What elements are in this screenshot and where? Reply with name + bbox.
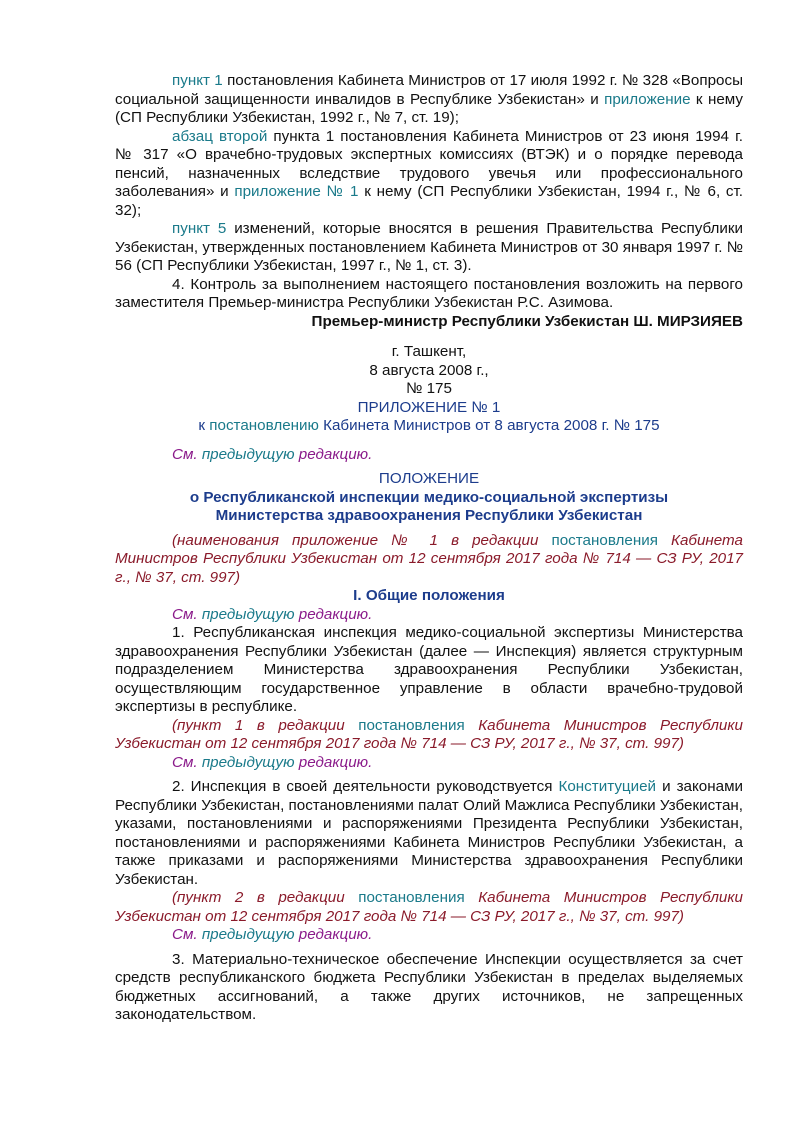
paragraph-2: 2. Инспекция в своей деятельности руководствуется Конституцией и законами Республики Узбекистан, постановлениями палат Олий Мажлиса Республики Узбекистан, указами, постановлениями и распоряжениями Президента Республики Узбекистан, постановлениями и распоряжениями Кабинета Министров Республики Узбекистан, а также приказами и распоряжениями Министерства здравоохранения Республики Узбекистан. <box>115 778 744 888</box>
paragraph-3: 3. Материально-техническое обеспечение Инспекции осуществляется за счет средств республиканского бюджета Республики Узбекистан в пределах выделяемых бюджетных ассигнований, а также других источников, не запрещенных законодательством. <box>115 950 743 1023</box>
edition-note-p2: (пункт 2 в редакции постановления Кабинета Министров Республики Узбекистан от 12 сентября 2017 года № 714 — СЗ РУ, 2017 г., № 37, ст. 997) <box>115 889 743 925</box>
appendix-title: ПРИЛОЖЕНИЕ № 1 <box>357 398 501 416</box>
link-abzac-vtoroi[interactable]: абзац второй <box>172 127 268 145</box>
link-previous-edition[interactable]: предыдущую <box>201 605 295 623</box>
link-punkt-5[interactable]: пункт 5 <box>172 220 227 237</box>
link-prilozhenie-1[interactable]: приложение № 1 <box>234 183 359 200</box>
edition-note-p1: (пункт 1 в редакции постановления Кабинета Министров Республики Узбекистан от 12 сентября 2017 года № 714 — СЗ РУ, 2017 г., № 37, ст. 997) <box>115 716 743 752</box>
document-subtitle-2: Министерства здравоохранения Республики Узбекистан <box>215 507 643 524</box>
link-postanovleniya-p1[interactable]: постановления <box>358 716 465 734</box>
edition-note-title: (наименования приложение № 1 в редакции постановления Кабинета Министров Республики Узбекистан от 12 сентября 2017 года № 714 — СЗ РУ, 2017 г., № 37, ст. 997) <box>115 531 743 586</box>
revoked-item-3: пункт 5 изменений, которые вносятся в решения Правительства Республики Узбекистан, утвержденных постановлением Кабинета Министров от 30 января 1997 г. № 56 (СП Республики Узбекистан, 1997 г., № 1, ст. 3). <box>115 220 743 274</box>
see-previous-edition: См. предыдущую редакцию. <box>172 753 373 771</box>
document-page <box>115 72 743 1025</box>
date: 8 августа 2008 г., <box>369 361 489 379</box>
link-constitution[interactable]: Конституцией <box>558 778 657 795</box>
revoked-item-2: абзац второй пункта 1 постановления Кабинета Министров от 23 июня 1994 г. № 317 «О врачебно-трудовых экспертных комиссиях (ВТЭК) и о порядке перевода пенсий, назначенных вследствие трудового увечья или профессионального заболевания» и приложение № 1 к нему (СП Республики Узбекистан, 1994 г., № 6, ст. 32); <box>115 127 743 219</box>
document-subtitle-1: о Республиканской инспекции медико-социальной экспертизы <box>189 488 669 506</box>
place: г. Ташкент, <box>391 343 467 360</box>
see-previous-edition: См. предыдущую редакцию. <box>172 926 373 943</box>
appendix-reference: к постановлению Кабинета Министров от 8 августа 2008 г. № 175 <box>198 417 660 434</box>
control-item-4: 4. Контроль за выполнением настоящего постановления возложить на первого заместителя Премьер-министра Республики Узбекистан Р.С. Азимова. <box>115 275 743 311</box>
link-postanovleniya-p2[interactable]: постановления <box>358 889 465 906</box>
document-heading: ПОЛОЖЕНИЕ <box>378 470 480 487</box>
see-previous-edition: См. предыдущую редакцию. <box>172 605 373 623</box>
see-previous-edition: См. предыдущую редакцию. <box>172 445 373 463</box>
link-previous-edition[interactable]: предыдущую <box>201 926 295 943</box>
decree-number: № 175 <box>406 380 452 397</box>
link-previous-edition[interactable]: предыдущую <box>201 445 295 463</box>
link-postanovleniyu[interactable]: постановлению <box>209 417 319 434</box>
signature: Премьер-министр Республики Узбекистан Ш. МИРЗИЯЕВ <box>311 312 743 330</box>
link-punkt-1[interactable]: пункт 1 <box>172 72 223 89</box>
link-prilozhenie[interactable]: приложение <box>604 90 691 108</box>
link-postanovleniya-title[interactable]: постановления <box>551 531 658 549</box>
link-previous-edition[interactable]: предыдущую <box>201 753 295 771</box>
paragraph-1: 1. Республиканская инспекция медико-социальной экспертизы Министерства здравоохранения Республики Узбекистан (далее — Инспекция) является структурным подразделением Министерства здравоохранения Республики Узбекистан, осуществляющим государственное управление в области врачебно-трудовой экспертизы в республике. <box>115 624 743 715</box>
section-heading-general: I. Общие положения <box>353 587 505 604</box>
revoked-item-1: пункт 1 постановления Кабинета Министров от 17 июля 1992 г. № 328 «Вопросы социальной защищенности инвалидов в Республике Узбекистан» и приложение к нему (СП Республики Узбекистан, 1992 г., № 7, ст. 19); <box>115 72 744 126</box>
